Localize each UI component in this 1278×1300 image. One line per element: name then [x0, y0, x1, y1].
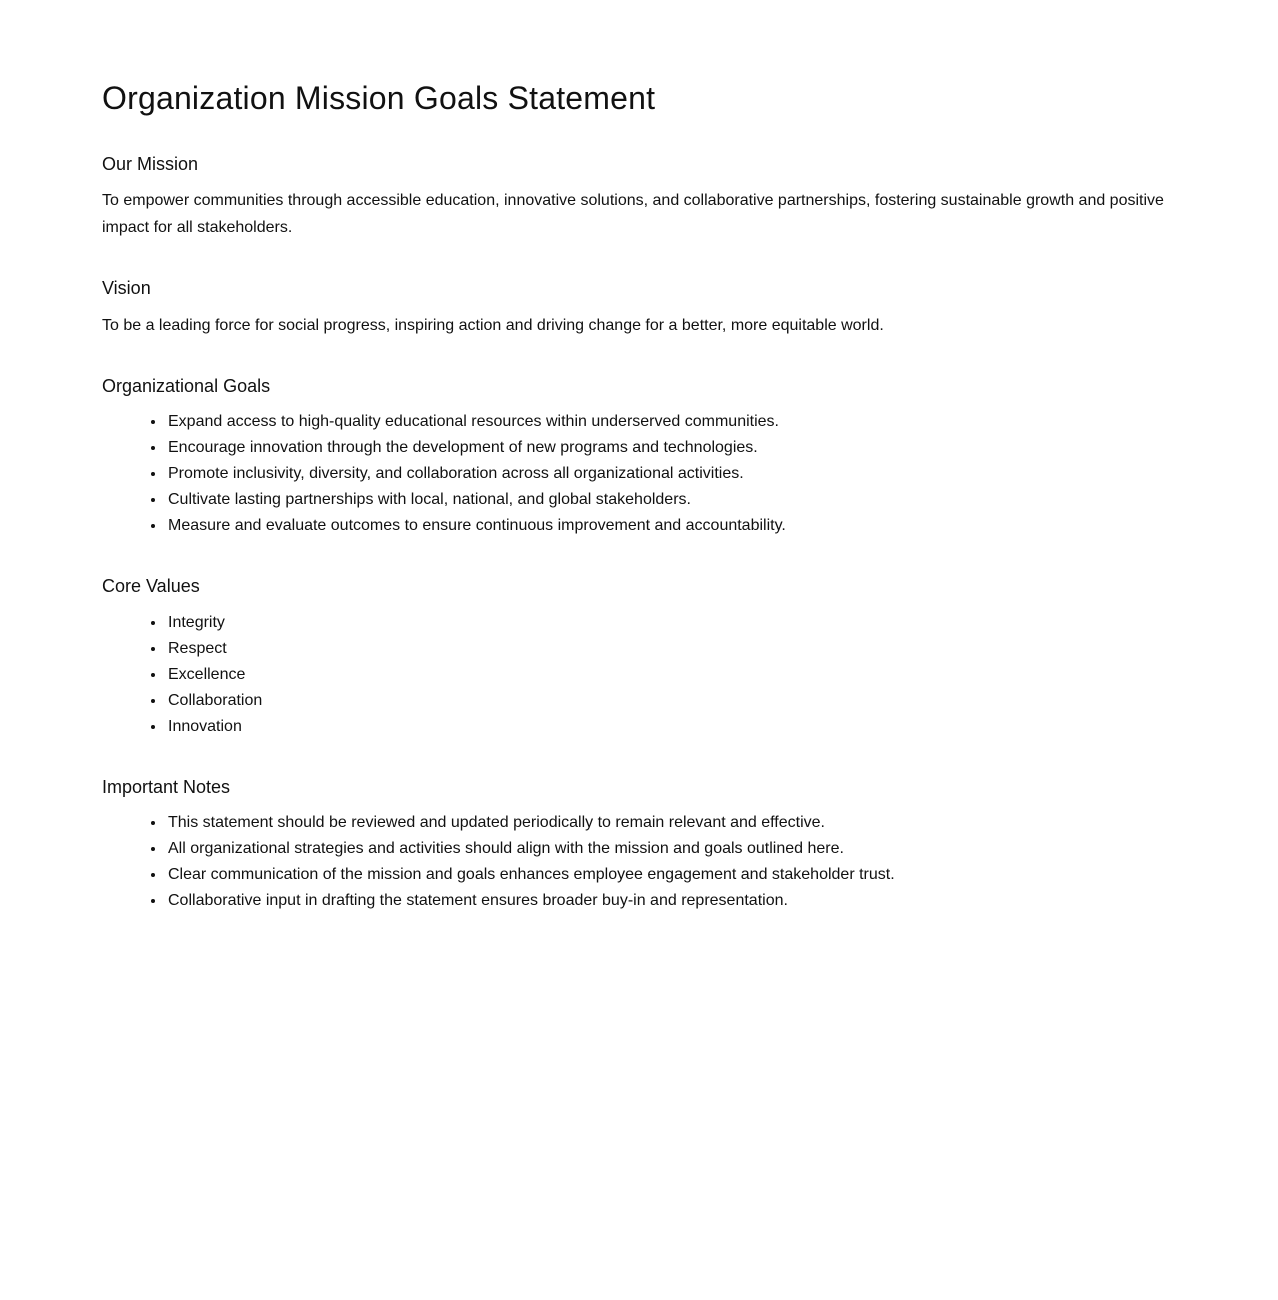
section-core-values: [102, 575, 1168, 740]
important-notes-list: [102, 810, 1168, 914]
vision-heading: Vision: [102, 278, 151, 299]
list-item: • Expand access to high-quality educational resources within underserved communities.: [166, 409, 1168, 435]
list-item: • Integrity: [166, 610, 1168, 636]
core-values-heading: Core Values: [102, 576, 200, 597]
section-organizational-goals: [102, 375, 1168, 540]
section-important-notes: [102, 776, 1168, 915]
list-item: • Collaborative input in drafting the statement ensures broader buy-in and representation.: [166, 888, 1168, 914]
section-our-mission: [102, 153, 1168, 242]
section-vision: [102, 277, 1168, 339]
vision-paragraph: To be a leading force for social progress, inspiring action and driving change for a better, more equitable world.: [102, 316, 884, 334]
list-item: • All organizational strategies and activities should align with the mission and goals outlined here.: [166, 836, 1168, 862]
list-item: • Encourage innovation through the development of new programs and technologies.: [166, 435, 1168, 461]
list-item: • Excellence: [166, 662, 1168, 688]
important-notes-heading: Important Notes: [102, 776, 231, 797]
our-mission-paragraph: To empower communities through accessible education, innovative solutions, and collaborative partnerships, fostering sustainable growth and positive impact for all stakeholders.: [102, 192, 1164, 237]
page-title: Organization Mission Goals Statement: [102, 80, 656, 116]
list-item: • Cultivate lasting partnerships with local, national, and global stakeholders.: [166, 487, 1168, 513]
organizational-goals-list: [102, 409, 1168, 539]
our-mission-heading: Our Mission: [102, 153, 199, 174]
list-item: • Clear communication of the mission and goals enhances employee engagement and stakeholder trust.: [166, 862, 1168, 888]
organizational-goals-heading: Organizational Goals: [102, 375, 271, 396]
list-item: • Measure and evaluate outcomes to ensure continuous improvement and accountability.: [166, 513, 1168, 539]
list-item: • Promote inclusivity, diversity, and collaboration across all organizational activities.: [166, 461, 1168, 487]
core-values-list: [102, 610, 1168, 740]
list-item: • Respect: [166, 636, 1168, 662]
list-item: • This statement should be reviewed and updated periodically to remain relevant and effective.: [166, 810, 1168, 836]
list-item: • Innovation: [166, 714, 1168, 740]
list-item: • Collaboration: [166, 688, 1168, 714]
